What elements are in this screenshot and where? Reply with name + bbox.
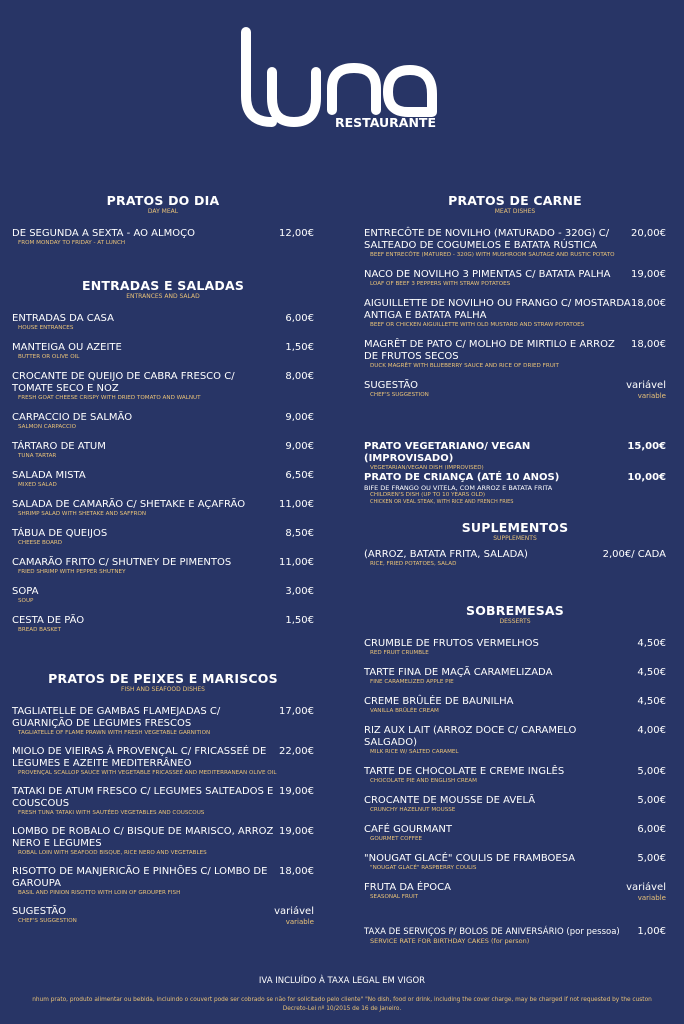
section-entradas [12, 279, 314, 644]
menu-item [364, 766, 666, 785]
left-menu-column [12, 194, 314, 259]
section-title: PRATOS DO DIA [106, 193, 220, 208]
menu-item [364, 549, 666, 568]
menu-item [12, 826, 314, 857]
item-price: 1,00€ [637, 926, 666, 937]
item-translation: CHOCOLATE PIE AND ENGLISH CREAM [370, 778, 477, 784]
item-translation: MIXED SALAD [18, 482, 57, 488]
section-carne [364, 194, 666, 409]
item-price-translation: variable [637, 392, 666, 400]
item-price: 22,00€ [279, 746, 314, 757]
item-translation: SHRIMP SALAD WITH SHETAKE AND SAFFRON [18, 511, 147, 517]
item-price-translation: variable [285, 918, 314, 926]
item-price: variável [274, 906, 314, 917]
section-subtitle: SUPPLEMENTS [493, 535, 537, 542]
item-translation: VANILLA BRÛLÉE CREAM [370, 708, 439, 714]
menu-item [12, 706, 314, 737]
item-name: NACO DE NOVILHO 3 PIMENTAS C/ BATATA PALHA [364, 269, 611, 280]
item-price: 4,00€ [637, 725, 666, 736]
item-price: 6,50€ [285, 470, 314, 481]
section-title: SUPLEMENTOS [461, 520, 569, 535]
menu-item [364, 472, 666, 505]
menu-item [364, 228, 666, 259]
section-subtitle: DAY MEAL [147, 208, 179, 215]
item-price: 4,50€ [637, 638, 666, 649]
item-price: 3,00€ [285, 586, 314, 597]
item-translation: FRESH GOAT CHEESE CRISPY WITH DRIED TOMATO AND WALNUT [18, 395, 201, 401]
item-translation: BEEF OR CHICKEN AIGUILLETTE WITH OLD MUSTARD AND STRAW POTATOES [370, 322, 585, 328]
item-name: ENTRECÔTE DE NOVILHO (MATURADO - 320G) C/ SALTEADO DE COGUMELOS E BATATA RÚSTICA [364, 228, 610, 251]
legal-notice [0, 996, 684, 1014]
menu-item [364, 638, 666, 657]
section-suplementos [364, 521, 666, 580]
section-subtitle: FISH AND SEAFOOD DISHES [120, 686, 205, 693]
menu-item [12, 228, 314, 247]
item-price: variável [626, 380, 666, 391]
item-name: AIGUILLETTE DE NOVILHO OU FRANGO C/ MOSTARDA ANTIGA E BATATA PALHA [364, 298, 631, 321]
item-name: FRUTA DA ÉPOCA [364, 882, 451, 893]
item-name: SUGESTÃO [364, 380, 418, 391]
section-title: PRATOS DE CARNE [448, 193, 582, 208]
item-price: 19,00€ [279, 826, 314, 837]
legal-notice-line: nhum prato, produto alimentar ou bebida, incluindo o couvert pode ser cobrado se não for solicitado pelo cliente" "No dish, food or drink, including the cover charge, may be charged if not requested by the custon [32, 997, 652, 1003]
item-price: 20,00€ [631, 228, 666, 239]
menu-item [12, 441, 314, 460]
item-price-translation: variable [637, 894, 666, 902]
item-name: SUGESTÃO [12, 906, 66, 917]
item-price: 17,00€ [279, 706, 314, 717]
item-translation: FRIED SHRIMP WITH PEPPER SHUTNEY [18, 569, 126, 575]
item-translation: FINE CARAMELIZED APPLE PIE [370, 679, 454, 685]
luna-logo-icon [236, 26, 440, 134]
item-name: (ARROZ, BATATA FRITA, SALADA) [364, 549, 528, 560]
item-translation: GOURMET COFFEE [370, 836, 423, 842]
item-price: 18,00€ [279, 866, 314, 877]
menu-item [364, 696, 666, 715]
item-translation: CHICKEN OR VEAL STEAK, WITH RICE AND FRENCH FRIES [370, 499, 514, 505]
item-translation: SERVICE RATE FOR BIRTHDAY CAKES (for person) [370, 937, 530, 945]
item-price: 6,00€ [637, 824, 666, 835]
item-translation: CHILDREN'S DISH (UP TO 10 YEARS OLD) [370, 492, 486, 498]
item-name: CARPACCIO DE SALMÃO [12, 412, 133, 423]
item-name: TATAKI DE ATUM FRESCO C/ LEGUMES SALTEADOS E COUSCOUS [12, 786, 274, 809]
section-title: SOBREMESAS [466, 603, 564, 618]
menu-item [12, 470, 314, 489]
item-translation: DUCK MAGRÊT WITH BLUEBERRY SAUCE AND RICE OF DRIED FRUIT [370, 363, 559, 369]
menu-item [12, 412, 314, 431]
section-sobremesas [364, 604, 666, 911]
menu-item [12, 615, 314, 634]
menu-item [364, 824, 666, 843]
item-name: CROCANTE DE MOUSSE DE AVELÃ [364, 795, 536, 806]
item-name: ENTRADAS DA CASA [12, 313, 114, 324]
item-translation: "NOUGAT GLACÉ" RASPBERRY COULIS [370, 865, 477, 871]
item-name: TARTE DE CHOCOLATE E CREME INGLÊS [364, 766, 565, 777]
menu-item [12, 906, 314, 925]
item-translation: CHEF'S SUGGESTION [370, 392, 429, 398]
item-price: 5,00€ [637, 853, 666, 864]
item-price: 19,00€ [631, 269, 666, 280]
menu-item [364, 853, 666, 872]
item-taxa [364, 926, 666, 957]
item-price: 9,00€ [285, 412, 314, 423]
item-translation: SOUP [18, 598, 34, 604]
item-price: 11,00€ [279, 557, 314, 568]
item-price: 1,50€ [285, 615, 314, 626]
item-translation: VEGETARIAN/VEGAN DISH (IMPROVISED) [370, 465, 484, 471]
menu-item [364, 882, 666, 901]
section-peixes [12, 672, 314, 934]
item-translation: RICE, FRIED POTATOES, SALAD [370, 561, 457, 567]
item-translation: TAGLIATELLE OF FLAME PRAWN WITH FRESH VEGETABLE GARNITION [18, 730, 211, 736]
item-price: 8,00€ [285, 371, 314, 382]
menu-item [364, 725, 666, 756]
item-name: SALADA DE CAMARÃO C/ SHETAKE E AÇAFRÃO [12, 499, 246, 510]
item-name: "NOUGAT GLACÉ" COULIS DE FRAMBOESA [364, 853, 576, 864]
menu-item [364, 667, 666, 686]
item-translation: SEASONAL FRUIT [370, 894, 419, 900]
section-subtitle: ENTRANCES AND SALAD [126, 293, 200, 300]
item-price: 11,00€ [279, 499, 314, 510]
item-name: PRATO VEGETARIANO/ VEGAN (IMPROVISADO) [364, 441, 531, 464]
item-translation: BASIL AND PINION RISOTTO WITH LOIN OF GROUPER FISH [18, 890, 181, 896]
item-price: 5,00€ [637, 795, 666, 806]
item-translation: HOUSE ENTRANCES [18, 325, 74, 331]
section-title: ENTRADAS E SALADAS [81, 278, 245, 293]
item-name: RIZ AUX LAIT (ARROZ DOCE C/ CARAMELO SALGADO) [364, 725, 577, 748]
item-translation: TUNA TARTAR [18, 453, 57, 459]
item-price: 8,50€ [285, 528, 314, 539]
item-translation: PROVENÇAL SCALLOP SAUCE WITH VEGETABLE FRICASSEÉ AND MEDITERRANEAN OLIVE OIL [18, 770, 277, 776]
menu-item [364, 795, 666, 814]
item-translation: ROBAL LOIN WITH SEAFOOD BISQUE, RICE NERO AND VEGETABLES [18, 850, 207, 856]
item-price: 19,00€ [279, 786, 314, 797]
item-crianca [364, 472, 666, 517]
menu-item [12, 371, 314, 402]
item-name: CRUMBLE DE FRUTOS VERMELHOS [364, 638, 539, 649]
menu-item [12, 746, 314, 777]
item-translation: LOAF OF BEEF 3 PEPPERS WITH STRAW POTATOES [370, 281, 511, 287]
item-price: 18,00€ [631, 339, 666, 350]
item-name: TARTE FINA DE MAÇÃ CARAMELIZADA [364, 667, 553, 678]
legal-notice-decree: Decreto-Lei nº 10/2015 de 16 de Janeiro. [282, 1006, 402, 1012]
item-translation: MILK RICE W/ SALTED CARAMEL [370, 749, 459, 755]
item-translation: SALMON CARPACCIO [18, 424, 77, 430]
menu-item [364, 339, 666, 370]
menu-item [12, 866, 314, 897]
item-price: 6,00€ [285, 313, 314, 324]
section-pratos-do-dia [12, 194, 314, 247]
item-price: 12,00€ [279, 228, 314, 239]
item-translation: BEEF ENTRECÔTE (MATURED - 320G) WITH MUSHROOM SAUTAGE AND RUSTIC POTATO [370, 252, 615, 258]
item-price: 5,00€ [637, 766, 666, 777]
menu-item [364, 380, 666, 399]
item-name: CAMARÃO FRITO C/ SHUTNEY DE PIMENTOS [12, 557, 232, 568]
menu-item [364, 441, 666, 472]
item-translation: CHEESE BOARD [18, 540, 63, 546]
menu-item [364, 298, 666, 329]
item-name: TAGLIATELLE DE GAMBAS FLAMEJADAS C/ GUARNIÇÃO DE LEGUMES FRESCOS [12, 706, 221, 729]
item-name: TÁRTARO DE ATUM [12, 441, 106, 452]
item-translation: FROM MONDAY TO FRIDAY - AT LUNCH [18, 240, 126, 246]
item-translation: CRUNCHY HAZELNUT MOUSSE [370, 807, 456, 813]
item-translation: BREAD BASKET [18, 627, 62, 633]
item-translation: CHEF'S SUGGESTION [18, 918, 77, 924]
item-name: RISOTTO DE MANJERICÃO E PINHÕES C/ LOMBO DE GAROUPA [12, 866, 268, 889]
item-name: CESTA DE PÃO [12, 615, 85, 626]
item-name: TÁBUA DE QUEIJOS [12, 528, 108, 539]
menu-item [12, 786, 314, 817]
item-description: BIFE DE FRANGO OU VITELA, COM ARROZ E BATATA FRITA [364, 484, 553, 492]
vat-notice: IVA INCLUÍDO À TAXA LEGAL EM VIGOR [258, 976, 426, 986]
menu-item [12, 342, 314, 361]
item-price: 9,00€ [285, 441, 314, 452]
item-name: CAFÉ GOURMANT [364, 824, 453, 835]
menu-item [12, 499, 314, 518]
section-subtitle: DESSERTS [499, 618, 531, 625]
menu-item [12, 586, 314, 605]
item-price: 1,50€ [285, 342, 314, 353]
item-name: SALADA MISTA [12, 470, 86, 481]
item-price: 2,00€/ CADA [602, 549, 666, 560]
item-price: variável [626, 882, 666, 893]
menu-item [364, 926, 666, 945]
menu-item [12, 313, 314, 332]
item-name: SOPA [12, 586, 39, 597]
item-name: LOMBO DE ROBALO C/ BISQUE DE MARISCO, ARROZ NERO E LEGUMES [12, 826, 274, 849]
item-name: PRATO DE CRIANÇA (ATÉ 10 ANOS) [364, 472, 560, 483]
section-subtitle: MEAT DISHES [494, 208, 536, 215]
restaurant-logo [236, 26, 440, 134]
item-price: 18,00€ [631, 298, 666, 309]
item-name: DE SEGUNDA A SEXTA - AO ALMOÇO [12, 228, 195, 239]
item-name: CREME BRÛLÉE DE BAUNILHA [364, 696, 514, 707]
item-translation: RED FRUIT CRUMBLE [370, 650, 429, 656]
item-price: 15,00€ [627, 441, 666, 452]
item-name: MIOLO DE VIEIRAS À PROVENÇAL C/ FRICASSEÉ DE LEGUMES E AZEITE MEDITERRÂNEO [12, 746, 267, 769]
item-name: CROCANTE DE QUEIJO DE CABRA FRESCO C/ TOMATE SECO E NOZ [12, 371, 235, 394]
item-price: 4,50€ [637, 696, 666, 707]
item-price: 10,00€ [627, 472, 666, 483]
menu-item [364, 269, 666, 288]
menu-item [12, 528, 314, 547]
section-title: PRATOS DE PEIXES E MARISCOS [48, 671, 278, 686]
logo-subtitle: RESTAURANTE [335, 115, 436, 130]
item-translation: BUTTER OR OLIVE OIL [18, 354, 80, 360]
item-price: 4,50€ [637, 667, 666, 678]
item-name: TAXA DE SERVIÇOS P/ BOLOS DE ANIVERSÁRIO (por pessoa) [364, 927, 620, 937]
item-translation: FRESH TUNA TATAKI WITH SAUTÉED VEGETABLES AND COUSCOUS [18, 810, 205, 816]
item-name: MAGRÊT DE PATO C/ MOLHO DE MIRTILO E ARROZ DE FRUTOS SECOS [364, 339, 615, 362]
menu-item [12, 557, 314, 576]
item-name: MANTEIGA OU AZEITE [12, 342, 122, 353]
